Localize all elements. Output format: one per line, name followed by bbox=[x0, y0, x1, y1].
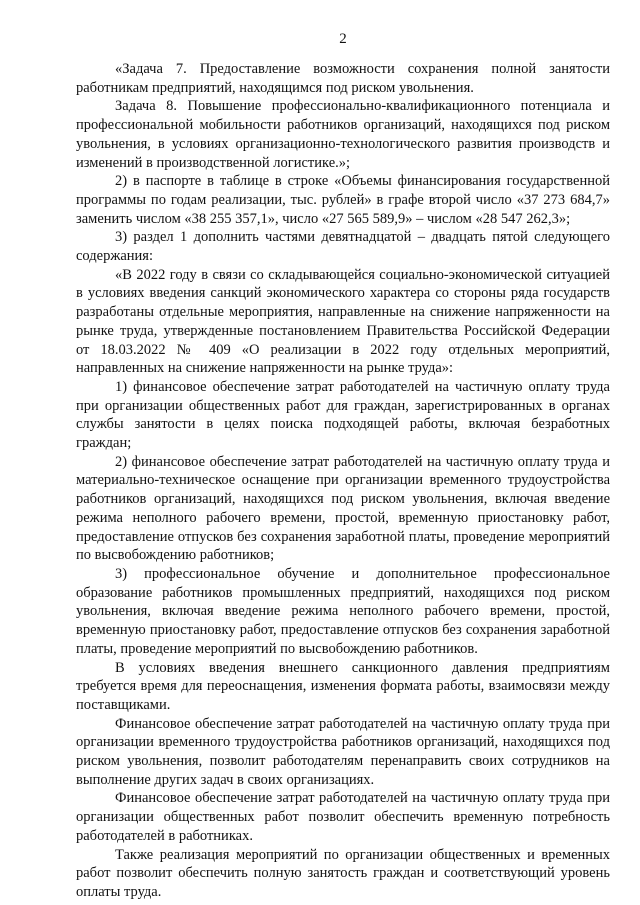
paragraph-task-8: Задача 8. Повышение профессионально-квалификационного потенциала и профессиональной мобильности работников организаций, находящихся под риском увольнения, в условиях организационно-технологического развития производств и изменений в производственной логистике.»; bbox=[76, 98, 610, 171]
list-item-professional-training: 3) профессиональное обучение и дополнительное профессиональное образование работников промышленных предприятий, находящихся под риском увольнения, включая введение режима неполного рабочего времени, простой, временную приостановку работ, предоставление отпусков без сохранения заработной платы, проведение мероприятий по высвобождению работников. bbox=[76, 565, 610, 657]
paragraph-passport-amendment: 2) в паспорте в таблице в строке «Объемы финансирования государственной программы по годам реализации, тыс. рублей» в графе второй число «37 273 684,7» заменить числом «38 255 357,1», число «27 565 589,9» – числом «28 547 262,3»; bbox=[76, 173, 610, 227]
list-item-temporary-employment: 2) финансовое обеспечение затрат работодателей на частичную оплату труда и материально-техническое оснащение при организации временного трудоустройства работников организаций, находящихся под риском увольнения, включая введение режима неполного рабочего времени, простой, временную приостановку работ, предоставление отпусков без сохранения заработной платы, проведение мероприятий по высвобождению работников; bbox=[76, 453, 610, 564]
paragraph-temporary-employment-financing: Финансовое обеспечение затрат работодателей на частичную оплату труда при организации временного трудоустройства работников организаций, находящихся под риском увольнения, позволит работодателям перенаправить своих сотрудников на выполнение других задач в своих организациях. bbox=[76, 715, 610, 788]
list-item-public-works: 1) финансовое обеспечение затрат работодателей на частичную оплату труда при организации общественных работ для граждан, зарегистрированных в органах службы занятости в целях поиска подходящей работы, включая безработных граждан; bbox=[76, 378, 610, 452]
paragraph-2022-measures: «В 2022 году в связи со складывающейся социально-экономической ситуацией в условиях введения санкций экономического характера со стороны ряда государств разработаны отдельные мероприятия, направленные на снижение напряженности на рынке труда, утвержденные постановлением Правительства Российской Федерации от 18.03.2022 № 409 «О реализации в 2022 году отдельных мероприятий, направленных на снижение напряженности на рынке труда»: bbox=[76, 266, 610, 377]
document-page bbox=[76, 30, 610, 902]
paragraph-sanctions-pressure: В условиях введения внешнего санкционного давления предприятиям требуется время для переоснащения, изменения формата работы, взаимосвязи между поставщиками. bbox=[76, 659, 610, 713]
paragraph-section-1-amendment: 3) раздел 1 дополнить частями девятнадцатой – двадцать пятой следующего содержания: bbox=[76, 229, 610, 265]
paragraph-full-employment: Также реализация мероприятий по организации общественных и временных работ позволит обеспечить полную занятость граждан и соответствующий уровень оплаты труда. bbox=[76, 846, 610, 900]
paragraph-public-works-financing: Финансовое обеспечение затрат работодателей на частичную оплату труда при организации общественных работ позволит обеспечить временную потребность работодателей в работниках. bbox=[76, 790, 610, 844]
paragraph-task-7: «Задача 7. Предоставление возможности сохранения полной занятости работникам предприятий, находящимся под риском увольнения. bbox=[76, 61, 610, 96]
page-number: 2 bbox=[339, 31, 347, 47]
